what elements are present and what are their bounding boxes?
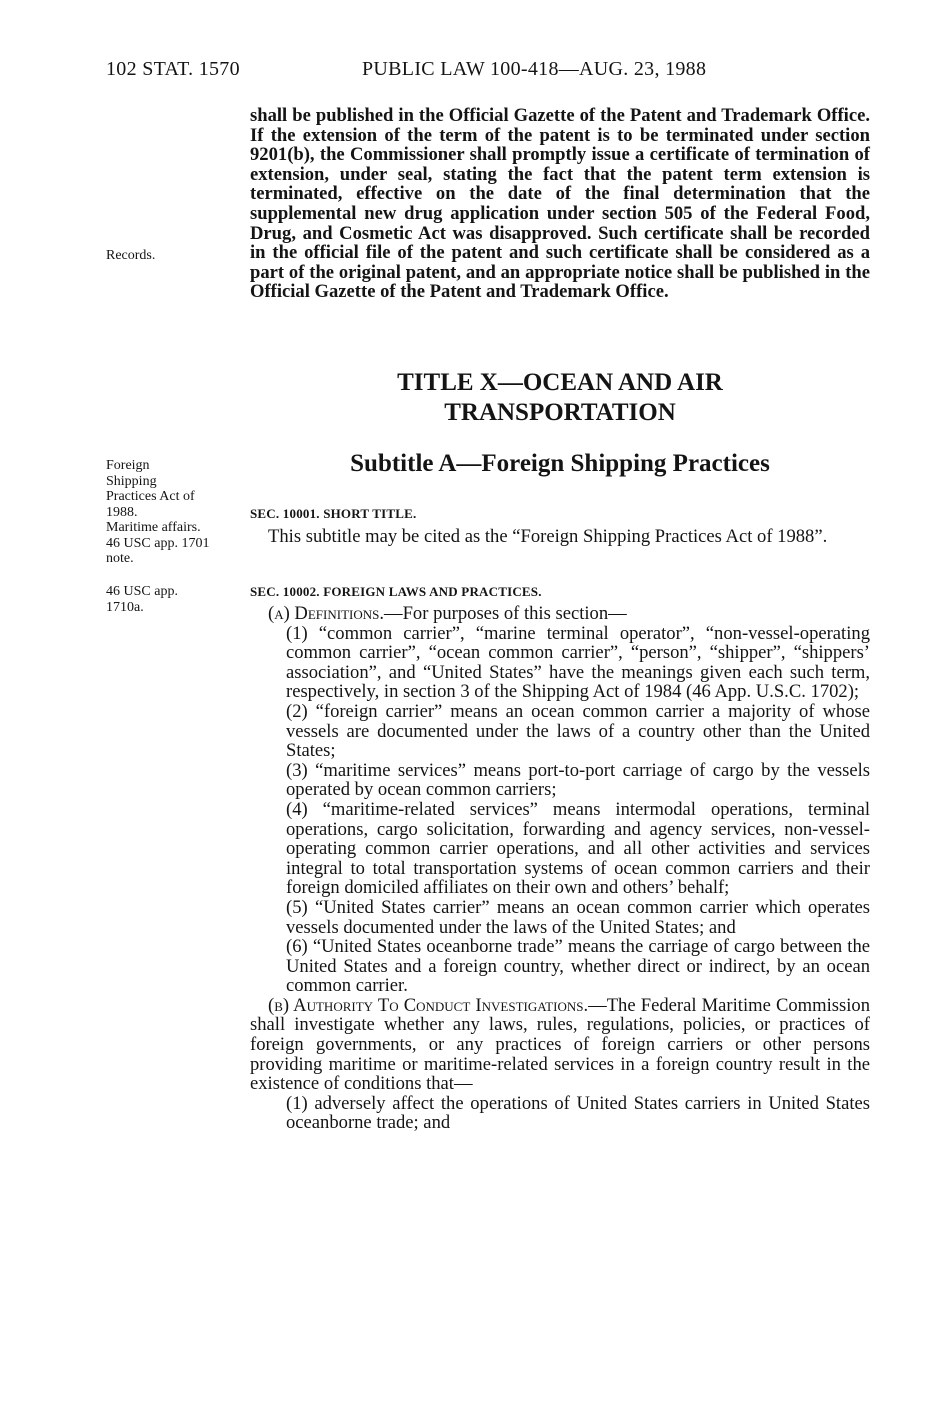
margin-note-sec-10002	[106, 584, 246, 615]
margin-note-line: 46 USC app.	[106, 584, 178, 599]
definition-item: (1) “common carrier”, “marine terminal operator”, “non-vessel-operating common carrier”, “ocean common carrier”, “person”, “shipper”, “shippers’ association”, and “United States” have the meanings given each such term, respectively, in section 3 of the Shipping Act of 1984 (46 App. U.S.C. 1702);	[286, 622, 870, 703]
definition-item: (6) “United States oceanborne trade” means the carriage of cargo between the United States and a foreign country, whether direct or indirect, by an ocean common carrier.	[286, 936, 870, 997]
margin-note-line: note.	[106, 551, 134, 566]
subsection-a	[250, 604, 870, 624]
subsection-b-text: —The Federal Maritime Commission shall investigate whether any laws, rules, regulations, policies, or practices of foreign governments, or any practices of foreign carriers or other persons providing maritime or maritime-related services in a foreign country result in the existence of conditions that—	[250, 994, 870, 1095]
sec-10001-heading: SEC. 10001. SHORT TITLE.	[250, 506, 417, 521]
subsection-b	[250, 996, 870, 1094]
page-stat-number: 102 STAT. 1570	[106, 58, 240, 80]
subsection-a-intro: —For purposes of this section—	[384, 603, 627, 624]
margin-note-line: Foreign	[106, 458, 150, 473]
subsection-b-item: (1) adversely affect the operations of United States carriers in United States oceanborne trade; and	[286, 1092, 870, 1134]
sec-10002-heading: SEC. 10002. FOREIGN LAWS AND PRACTICES.	[250, 584, 542, 599]
sec-10001-text: This subtitle may be cited as the “Foreign Shipping Practices Act of 1988”.	[268, 526, 828, 547]
definition-item: (2) “foreign carrier” means an ocean common carrier a majority of whose vessels are documented under the laws of a country other than the United States;	[286, 700, 870, 762]
definition-item: (5) “United States carrier” means an ocean common carrier which operates vessels documented under the laws of the United States; and	[286, 896, 870, 938]
title-line-2: TRANSPORTATION	[444, 399, 676, 426]
margin-note-short-title	[106, 458, 246, 567]
subsection-b-label: (b) Authority To Conduct Investigations.	[268, 994, 589, 1016]
margin-note-line: Shipping	[106, 473, 157, 489]
title-heading	[250, 368, 870, 428]
margin-note-line: Maritime affairs.	[106, 520, 201, 535]
title-line-1: TITLE X—OCEAN AND AIR	[397, 369, 723, 396]
margin-note-line: 1988.	[106, 504, 138, 520]
margin-note-line: Practices Act of	[106, 489, 195, 504]
opening-paragraph: shall be published in the Official Gazette of the Patent and Trademark Office. If the extension of the term of the patent is to be terminated under section 9201(b), the Commissioner shall promptly issue a certificate of termination of extension, under seal, stating the fact that the patent term extension is terminated, effective on the date of the final determination that the supplemental new drug application under section 505 of the Federal Food, Drug, and Cosmetic Act was disapproved. Such certificate shall be recorded in the official file of the patent and such certificate shall be considered as a part of the original patent, and an appropriate notice shall be published in the Official Gazette of the Patent and Trademark Office.	[250, 105, 870, 303]
margin-note-records: Records.	[106, 248, 156, 263]
sec-10002-body	[250, 604, 870, 1133]
running-head: PUBLIC LAW 100-418—AUG. 23, 1988	[362, 58, 707, 80]
definition-item: (3) “maritime services” means port-to-port carriage of cargo by the vessels operated by ocean common carriers;	[286, 759, 870, 801]
definition-item: (4) “maritime-related services” means intermodal operations, terminal operations, cargo solicitation, forwarding and agency services, non-vessel-operating common carrier operations, and all other activities and services integral to total transportation systems of ocean common carriers and their foreign domiciled affiliates on their own and others’ behalf;	[286, 798, 870, 899]
subsection-a-label: (a) Definitions.	[268, 603, 384, 624]
margin-note-line: 46 USC app. 1701	[106, 535, 210, 551]
subtitle-heading: Subtitle A—Foreign Shipping Practices	[350, 450, 770, 477]
margin-note-line: 1710a.	[106, 599, 144, 615]
